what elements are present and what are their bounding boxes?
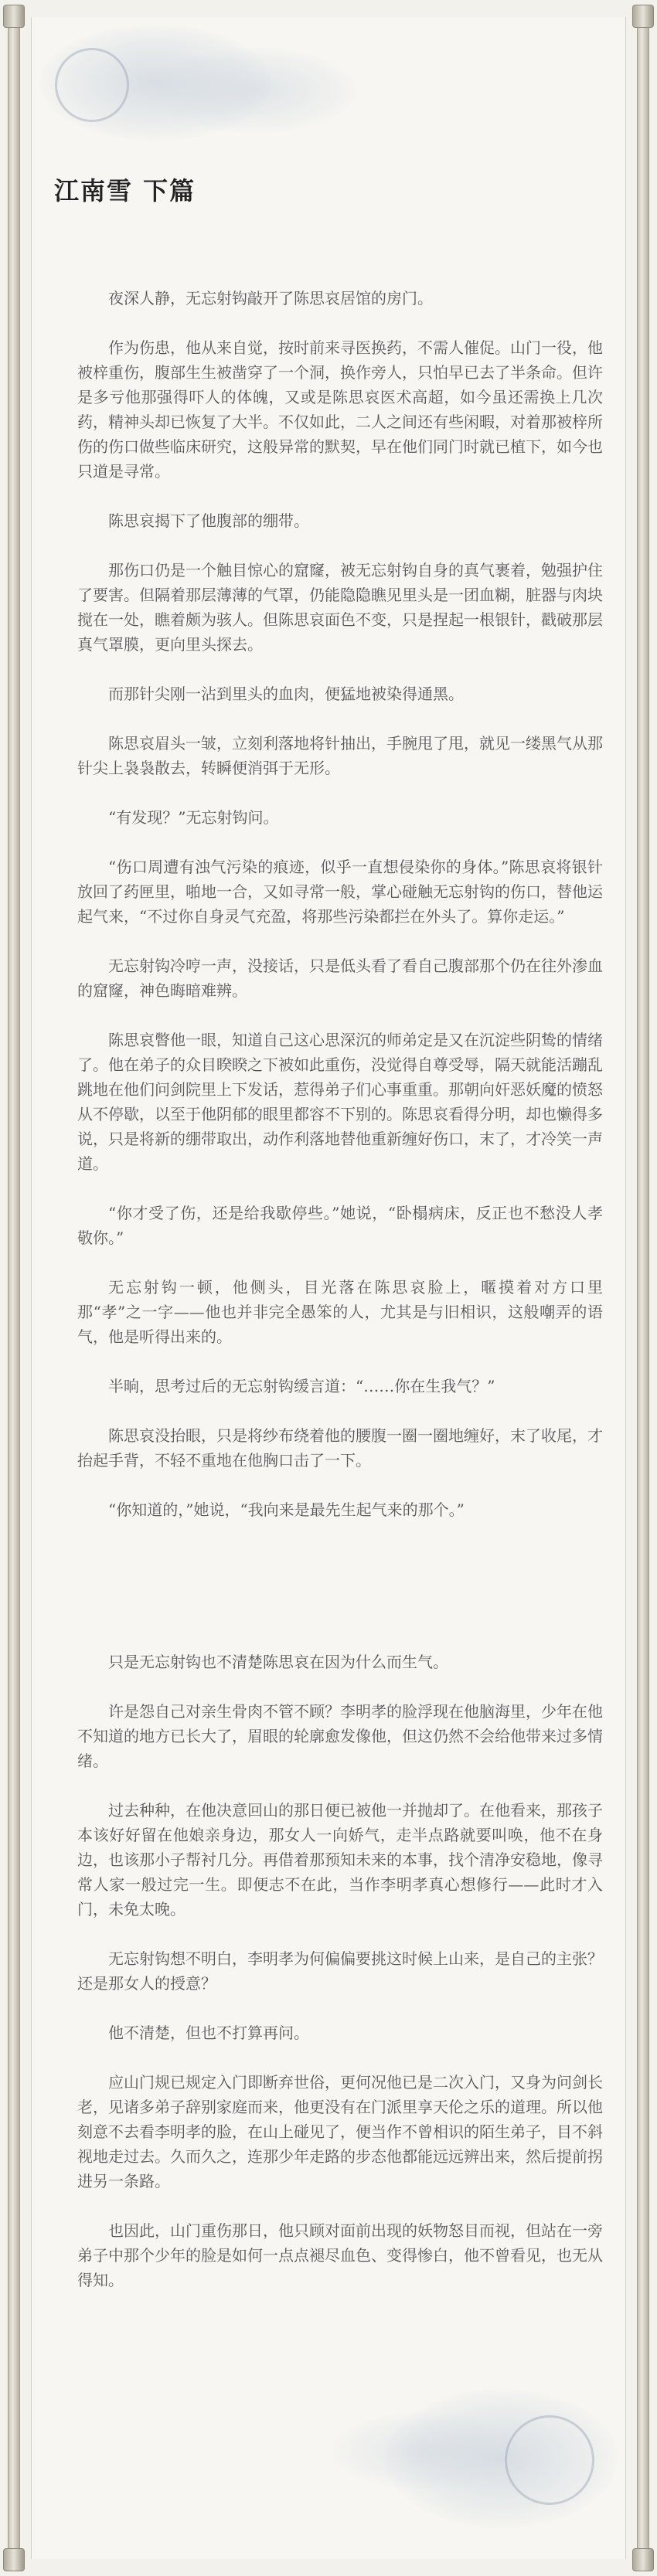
paragraph: 那伤口仍是一个触目惊心的窟窿，被无忘射钩自身的真气裹着，勉强护住了要害。但隔着那层薄薄的气罩，仍能隐隐瞧见里头是一团血糊，脏器与肉块搅在一处，瞧着颇为骇人。但陈思哀面色不变，只是捏起一根银针，戳破那层真气罩膜，更向里头探去。	[77, 561, 603, 654]
paragraph: 无忘射钩冷哼一声，没接话，只是低头看了看自己腹部那个仍在往外渗血的窟窿，神色晦暗难辨。	[77, 957, 603, 1000]
paragraph: “你知道的，”她说，“我向来是最先生起气来的那个。”	[108, 1500, 465, 1519]
document-body-part2	[77, 1650, 603, 2317]
paragraph: 半晌，思考过后的无忘射钩缓言道：“……你在生我气？”	[108, 1377, 495, 1395]
paragraph: 过去种种，在他决意回山的那日便已被他一并抛却了。在他看来，那孩子本该好好留在他娘亲身边，那女人一向娇气，走半点路就要叫唤，他不在身边，也该那小子帮衬几分。再借着那预知未来的本事，找个清净安稳地，像寻常人家一般过完一生。即便志不在此，当作李明孝真心想修行——此时才入门，未免太晚。	[77, 1801, 603, 1918]
scroll-rod-cap-icon	[3, 2548, 25, 2571]
paragraph: 无忘射钩想不明白，李明孝为何偏偏要挑这时候上山来，是自己的主张？还是那女人的授意？	[77, 1949, 603, 1993]
paragraph: 应山门规已规定入门即断弃世俗，更何况他已是二次入门，又身为问剑长老，见诸多弟子辞别家庭而来，他更没有在门派里享天伦之乐的道理。所以他刻意不去看李明孝的脸，在山上碰见了，便当作不曾相识的陌生弟子，目不斜视地走过去。久而久之，连那少年走路的步态他都能远远辨出来，然后提前拐进另一条路。	[77, 2073, 603, 2190]
scroll-rod-cap-icon	[632, 2548, 654, 2571]
paragraph: 夜深人静，无忘射钩敲开了陈思哀居馆的房门。	[108, 289, 433, 308]
paragraph: 只是无忘射钩也不清楚陈思哀在因为什么而生气。	[108, 1653, 448, 1671]
right-scroll-rod	[637, 23, 649, 2553]
document-title: 江南雪 下篇	[54, 176, 196, 206]
swirl-decoration-icon	[55, 48, 129, 122]
paragraph: 陈思哀瞥他一眼，知道自己这心思深沉的师弟定是又在沉淀些阴鸷的情绪了。他在弟子的众目睽睽之下被如此重伤，没觉得自尊受辱，隔天就能活蹦乱跳地在他们问剑院里上下发话，惹得弟子们心事重重。那朝向奸恶妖魔的愤怒从不停歇，以至于他阴郁的眼里都容不下别的。陈思哀看得分明，却也懒得多说，只是将新的绷带取出，动作利落地替他重新缠好伤口，末了，才冷笑一声道。	[77, 1031, 603, 1173]
scroll-rod-cap-icon	[632, 5, 654, 28]
paragraph: “有发现？”无忘射钩问。	[108, 808, 279, 827]
paragraph: “伤口周遭有浊气污染的痕迹，似乎一直想侵染你的身体。”陈思哀将银针放回了药匣里，啪地一合，又如寻常一般，掌心碰触无忘射钩的伤口，替他运起气来，“不过你自身灵气充盈，将那些污染都拦在外头了。算你走运。”	[77, 858, 603, 926]
document-body-part1	[77, 286, 603, 1547]
paragraph: 而那针尖刚一沾到里头的血肉，便猛地被染得通黑。	[108, 685, 464, 703]
paragraph: 陈思哀没抬眼，只是将纱布绕着他的腰腹一圈一圈地缠好，末了收尾，才抬起手背，不轻不重地在他胸口击了一下。	[77, 1426, 603, 1470]
paragraph: 他不清楚，但也不打算再问。	[108, 2024, 309, 2042]
scroll-rod-cap-icon	[3, 5, 25, 28]
paragraph: 作为伤患，他从来自觉，按时前来寻医换药，不需人催促。山门一役，他被梓重伤，腹部生生被凿穿了一个洞，换作旁人，只怕早已去了半条命。但许是多亏他那强得吓人的体魄，又或是陈思哀医术高超，如今虽还需换上几次药，精神头却已恢复了大半。不仅如此，二人之间还有些闲暇，对着那被梓所伤的伤口做些临床研究，这般异常的默契，早在他们同门时就已植下，如今也只道是寻常。	[77, 338, 603, 481]
paragraph: “你才受了伤，还是给我歇停些。”她说，“卧榻病床，反正也不愁没人孝敬你。”	[77, 1204, 603, 1247]
paragraph: 陈思哀眉头一皱，立刻利落地将针抽出，手腕甩了甩，就见一缕黑气从那针尖上袅袅散去，转瞬便消弭于无形。	[77, 734, 603, 777]
paragraph: 无忘射钩一顿，他侧头，目光落在陈思哀脸上，暱摸着对方口里那“孝”之一字——他也并非完全愚笨的人，尤其是与旧相识，这般嘲弄的语气，他是听得出来的。	[77, 1278, 603, 1346]
cloud-decoration-icon	[155, 48, 356, 133]
paragraph: 陈思哀揭下了他腹部的绷带。	[108, 511, 309, 530]
cloud-decoration-icon	[332, 2412, 517, 2489]
paragraph: 许是怨自己对亲生骨肉不管不顾？李明孝的脸浮现在他脑海里，少年在他不知道的地方已长大了，眉眼的轮廓愈发像他，但这仍然不会给他带来过多情绪。	[77, 1702, 603, 1770]
left-scroll-rod	[8, 23, 20, 2553]
paragraph: 也因此，山门重伤那日，他只顾对面前出现的妖物怒目而视，但站在一旁弟子中那个少年的脸是如何一点点褪尽血色、变得惨白，他不曾看见，也无从得知。	[77, 2221, 603, 2289]
swirl-decoration-icon	[505, 2415, 594, 2505]
